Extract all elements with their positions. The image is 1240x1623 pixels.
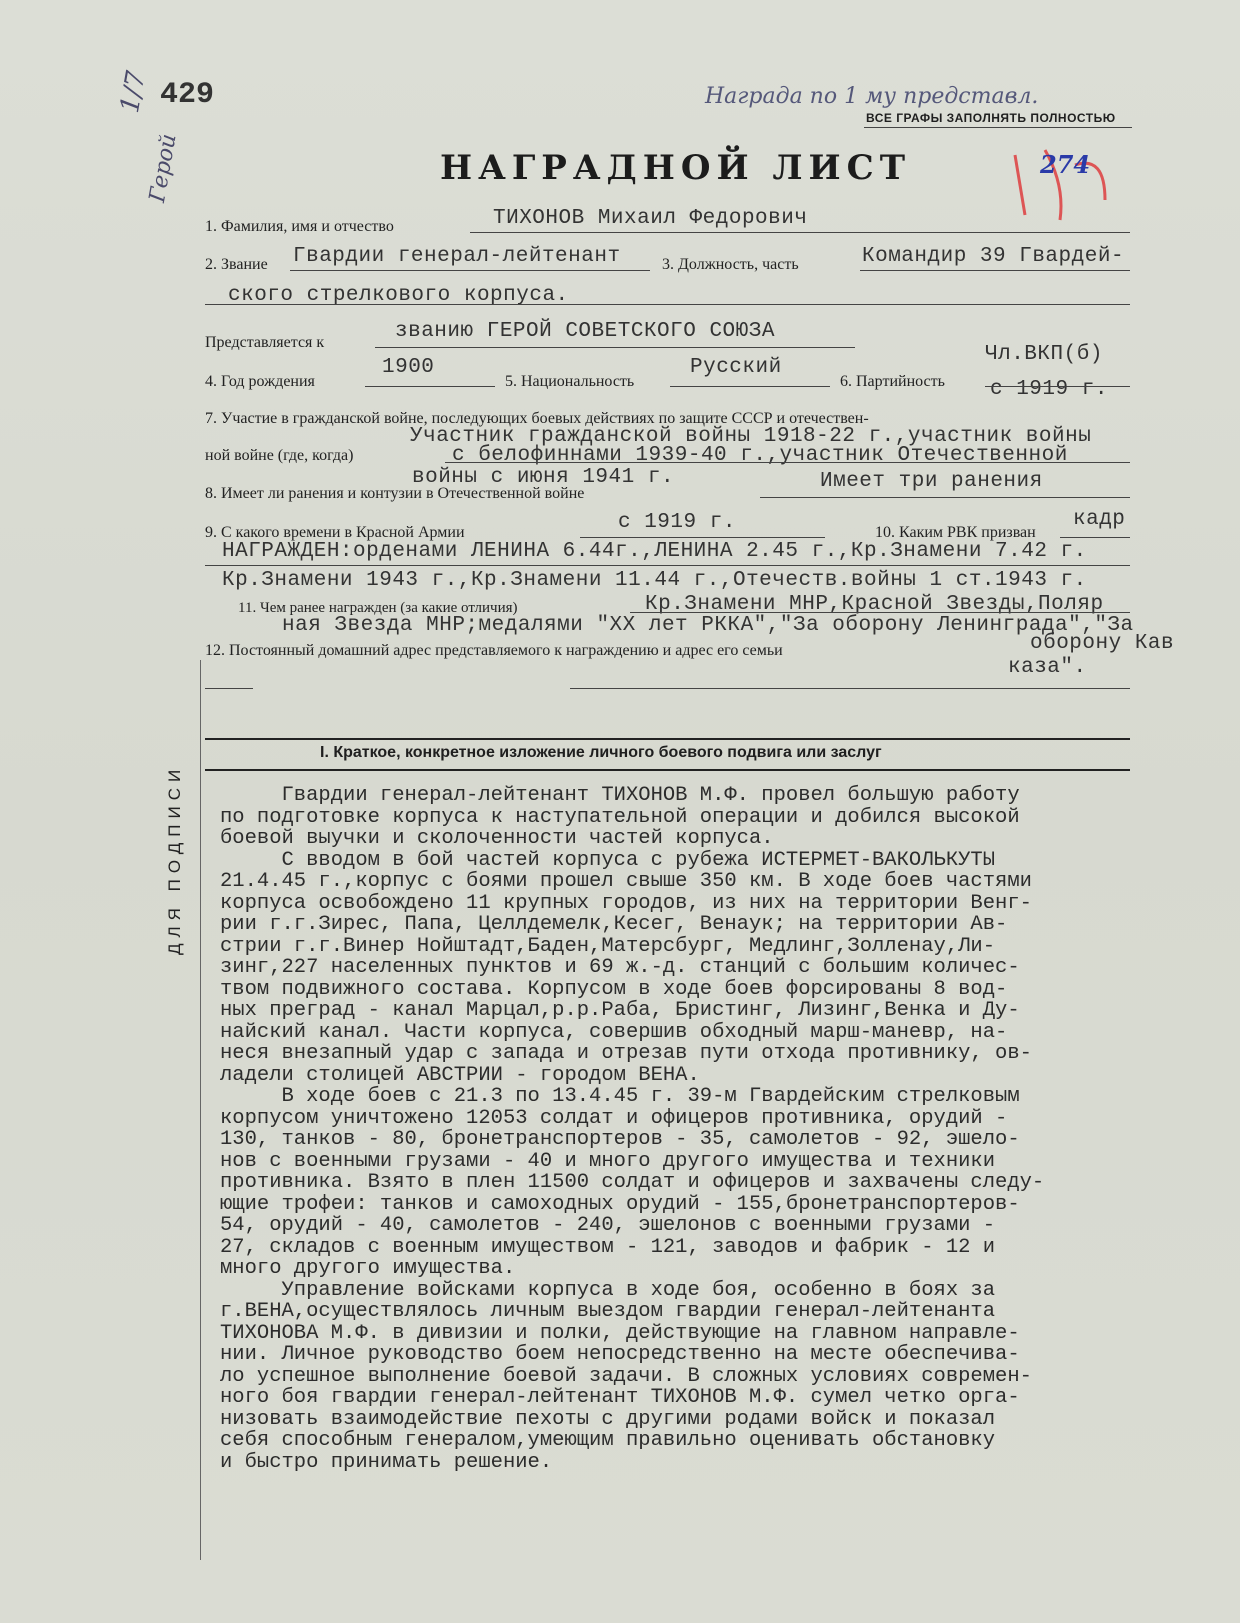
awards-line-2: Кр.Знамени 1943 г.,Кр.Знамени 11.44 г.,Отечеств.войны 1 ст.1943 г. — [222, 569, 1087, 592]
narrative-line: стрии г.г.Винер Нойштадт,Баден,Матерсбург, Медлинг,Золленау,Ли- — [220, 934, 996, 958]
narrative-line: ного боя гвардии генерал-лейтенант ТИХОНОВ М.Ф. сумел четко орга- — [220, 1386, 1020, 1409]
fill-note-underline — [864, 127, 1132, 128]
field-6-line — [985, 386, 1130, 387]
awards-line-3: Кр.Знамени МНР,Красной Звезды,Поляр — [645, 593, 1104, 616]
narrative-line: нов с военными грузами - 40 и много другого имущества и техники — [220, 1149, 996, 1173]
narrative-line: ТИХОНОВА М.Ф. в дивизии и полки, действующие на главном направле- — [220, 1321, 1020, 1345]
narrative-line: ющие трофеи: танков и самоходных орудий - 155,бронетранспортеров- — [220, 1192, 1020, 1216]
section-rule-bottom — [205, 769, 1130, 771]
narrative-line: 54, орудий - 40, самолетов - 240, эшелонов с военными грузами - — [220, 1214, 996, 1237]
present-line — [375, 347, 855, 348]
narrative-line: много другого имущества. — [220, 1257, 516, 1280]
narrative-line: г.ВЕНА,осуществлялось личным выездом гвардии генерал-лейтенанта — [220, 1300, 996, 1323]
field-9-value: с 1919 г. — [618, 511, 736, 534]
field-5-label: 5. Национальность — [505, 373, 635, 390]
field-7-value-2: с белофиннами 1939-40 г.,участник Отечественной — [452, 444, 1068, 467]
narrative-line: неся внезапный удар с запада и отрезав пути отхода противнику, ов- — [220, 1042, 1032, 1065]
handwritten-top-note: Награда по 1 му представл. — [705, 84, 1039, 109]
stamp-number: 274 — [1040, 150, 1091, 179]
field-10-label: 10. Каким РВК призван — [875, 524, 1036, 541]
narrative-line: В ходе боев с 21.3 по 13.4.45 г. 39-м Гвардейским стрелковым — [220, 1085, 1020, 1108]
sidebar-vertical-line — [200, 660, 201, 1560]
field-10-line — [1060, 537, 1130, 538]
narrative-line: боевой выучки и сколоченности частей корпуса. — [220, 827, 774, 850]
narrative-line: по подготовке корпуса к наступательной операции и добился высокой — [220, 805, 1020, 829]
field-7-value-3: войны с июня 1941 г. — [412, 466, 675, 489]
field-9-label: 9. С какого времени в Красной Армии — [205, 524, 465, 541]
page-title: НАГРАДНОЙ ЛИСТ — [440, 148, 912, 188]
narrative-line: зинг,227 населенных пунктов и 69 ж.-д. станций с большим количес- — [220, 956, 1020, 979]
awards-line-3-rule — [630, 612, 1130, 613]
field-7-line — [445, 462, 1130, 463]
field-12-line-right — [570, 688, 1130, 689]
narrative-line: противника. Взято в плен 11500 солдат и офицеров и захвачены следу- — [220, 1171, 1045, 1194]
narrative-line: себя способным генералом,умеющим правильно оценивать обстановку — [220, 1429, 996, 1452]
field-11-label: 11. Чем ранее награжден (за какие отличия) — [238, 600, 518, 616]
field-7-label-2: ной войне (где, когда) — [205, 447, 354, 464]
field-3-line — [860, 270, 1130, 271]
section-rule-top — [205, 738, 1130, 740]
field-3-line-2 — [205, 304, 1130, 305]
field-3-value-2: ского стрелкового корпуса. — [228, 284, 569, 307]
awards-line-4: ная Звезда МНР;медалями "XX лет РККА","За оборону Ленинграда","За — [282, 614, 1134, 637]
present-label: Представляется к — [205, 334, 325, 351]
field-4-label: 4. Год рождения — [205, 373, 315, 390]
field-5-line — [670, 386, 830, 387]
field-3-label: 3. Должность, часть — [662, 256, 799, 273]
field-1-value: ТИХОНОВ Михаил Федорович — [493, 207, 808, 230]
field-12-line-left — [205, 688, 253, 689]
narrative-line: 21.4.45 г.,корпус с боями прошел свыше 350 км. В ходе боев частями — [220, 870, 1032, 893]
handwritten-left-note-2: Герой — [145, 131, 182, 205]
field-3-value-1: Командир 39 Гвардей- — [862, 245, 1125, 268]
field-7-value-1: Участник гражданской войны 1918-22 г.,участник войны — [410, 425, 1092, 448]
narrative-line: 130, танков - 80, бронетранспортеров - 35, самолетов - 92, эшело- — [220, 1128, 1020, 1151]
field-4-line — [365, 386, 495, 387]
awards-line-1: НАГРАЖДЕН:орденами ЛЕНИНА 6.44г.,ЛЕНИНА 2.45 г.,Кр.Знамени 7.42 г. — [222, 540, 1087, 563]
narrative-line: Управление войсками корпуса в ходе боя, особенно в боях за — [220, 1278, 996, 1302]
present-value: званию ГЕРОЙ СОВЕТСКОГО СОЮЗА — [395, 320, 775, 343]
field-1-label: 1. Фамилия, имя и отчество — [205, 218, 394, 235]
awards-line-5: оборону Кав — [1030, 632, 1175, 655]
fill-note: ВСЕ ГРАФЫ ЗАПОЛНЯТЬ ПОЛНОСТЬЮ — [866, 111, 1116, 125]
field-10-value: кадр — [1073, 508, 1126, 531]
field-7-label-1: 7. Участие в гражданской войне, последующих боевых действиях по защите СССР и отечествен- — [205, 410, 869, 427]
field-2-label: 2. Звание — [205, 256, 268, 273]
field-2-value: Гвардии генерал-лейтенант — [293, 245, 621, 268]
narrative-body — [220, 785, 1180, 1473]
field-6-value-1: Чл.ВКП(б) — [985, 343, 1103, 366]
field-8-label: 8. Имеет ли ранения и контузии в Отечественной войне — [205, 485, 585, 502]
narrative-line: ло успешное выполнение боевой задачи. В сложных условиях современ- — [220, 1364, 1032, 1388]
narrative-line: корпуса освобождено 11 крупных городов, из них на территории Венг- — [220, 891, 1032, 915]
narrative-line: ных преград - канал Марцал,р.р.Раба, Бристинг, Лизинг,Венка и Ду- — [220, 999, 1020, 1022]
narrative-line: рии г.г.Зирес, Папа, Целлдемелк,Кесег, Венаук; на территории Ав- — [220, 913, 1008, 936]
field-1-line — [470, 232, 1130, 233]
handwritten-left-note: 1/7 — [115, 68, 152, 116]
field-8-line — [760, 497, 1130, 498]
narrative-line: найский канал. Части корпуса, совершив обходный марш-маневр, на- — [220, 1020, 1008, 1044]
narrative-line: С вводом в бой частей корпуса с рубежа ИСТЕРМЕТ-ВАКОЛЬКУТЫ — [220, 848, 996, 872]
section-heading: I. Краткое, конкретное изложение личного боевого подвига или заслуг — [320, 744, 882, 761]
field-6-label: 6. Партийность — [840, 373, 945, 390]
narrative-line: Гвардии генерал-лейтенант ТИХОНОВ М.Ф. провел большую работу — [220, 784, 1020, 807]
narrative-line: 27, складов с военным имуществом - 121, заводов и фабрик - 12 и — [220, 1235, 996, 1259]
narrative-line: твом подвижного состава. Корпусом в ходе боев форсированы 8 вод- — [220, 977, 1008, 1001]
field-9-line — [580, 537, 825, 538]
field-6-value-2: с 1919 г. — [990, 378, 1108, 401]
field-5-value: Русский — [690, 356, 782, 379]
narrative-line: нии. Личное руководство боем непосредственно на месте обеспечива- — [220, 1343, 1020, 1366]
narrative-line: и быстро принимать решение. — [220, 1450, 553, 1474]
narrative-line: корпусом уничтожено 12053 солдат и офицеров противника, орудий - — [220, 1106, 1008, 1130]
field-12-label: 12. Постоянный домашний адрес представляемого к награждению и адрес его семьи — [205, 642, 783, 659]
field-8-value: Имеет три ранения — [820, 470, 1043, 493]
awards-line-6: каза". — [1008, 656, 1087, 679]
narrative-line: низовать взаимодействие пехоты с другими родами войск и показал — [220, 1407, 996, 1431]
narrative-line: ладели столицей АВСТРИИ - городом ВЕНА. — [220, 1063, 700, 1087]
field-4-value: 1900 — [382, 356, 435, 379]
awards-line-1-rule — [205, 565, 1130, 566]
sidebar-vertical-label: ДЛЯ ПОДПИСИ — [165, 763, 184, 955]
field-2-line — [290, 270, 650, 271]
archive-number: 429 — [160, 78, 215, 112]
